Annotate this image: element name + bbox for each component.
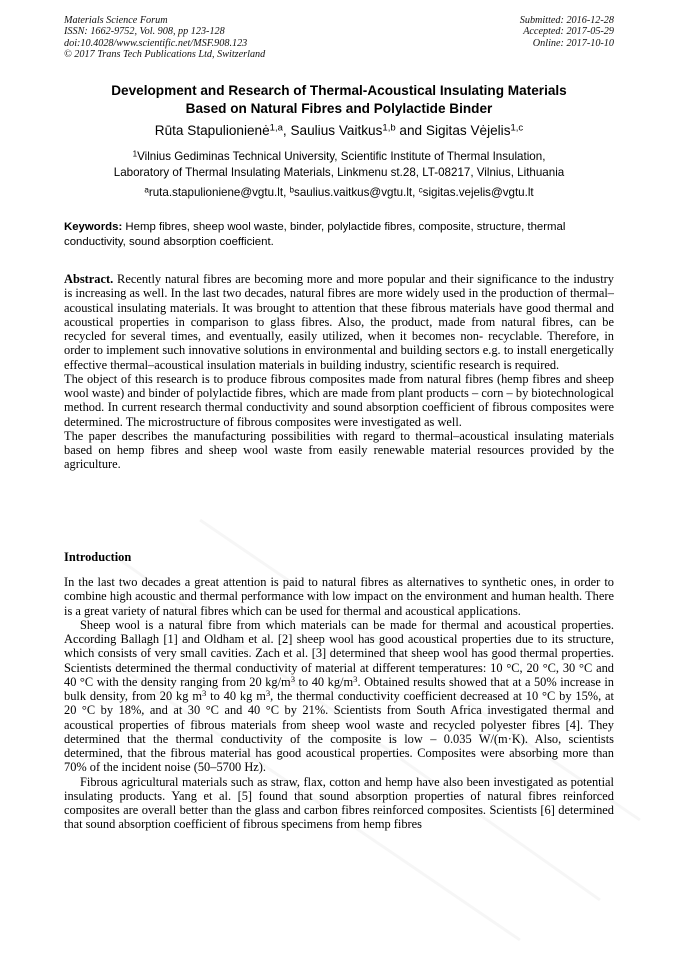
journal-name: Materials Science Forum [64, 15, 168, 26]
title-line-2: Based on Natural Fibres and Polylactide Binder [185, 101, 493, 116]
keywords-text: Hemp fibres, sheep wool waste, binder, polylactide fibres, composite, structure, thermal conductivity, sound absorption coefficient. [64, 221, 566, 248]
keywords-label: Keywords: [64, 221, 123, 233]
accepted-date: Accepted: 2017-05-29 [523, 26, 614, 38]
doi: doi:10.4028/www.scientific.net/MSF.908.123 [64, 37, 248, 49]
abstract-label: Abstract. [64, 272, 114, 286]
email-3: sigitas.vejelis@vgtu.lt [422, 186, 534, 199]
email-1: ruta.stapulioniene@vgtu.lt, [148, 186, 290, 199]
copyright: © 2017 Trans Tech Publications Ltd, Switzerland [64, 49, 266, 61]
issn: ISSN: 1662-9752, Vol. 908, pp 123-128 [64, 26, 225, 38]
intro-paragraph: Sheep wool is a natural fibre from which materials can be made for thermal and acoustical properties. According Ballagh [1] and Oldham et al. [2] sheep wool has good acoustical properties due to its structure, which consists of very small cavities. Zach et al. [3] determined that sheep wool has good thermal properties. Scientists determined the thermal conductivity of material at different temperatures: 10 °C, 20 °C, 30 °C and 40 °C with the density ranging from 20 $kg/m^3$ to 40 $kg/m^3$. Obtained results showed that at a 50% increase in bulk density, from 20 kg $m^3$ to 40 kg $m^3$, the thermal conductivity coefficient decreased at 10 °C by 15%, at 20 °C by 18%, and at 30 °C and 40 °C by 21%. Scientists from South Africa investigated thermal and acoustical properties of fibrous materials from sheep wool waste and recycled polyester fibres [4]. They determined that the thermal conductivity of the composite is low – 0.035 W/(m·K). Also, scientists determined, that the fibrous material has good acoustical properties. Composites were absorbing more than 70% of the incident noise (50–5700 Hz). [64, 617, 614, 775]
author-3-affil: 1,c [510, 122, 524, 134]
abstract-paragraph: Abstract. Recently natural fibres are becoming more and more popular and their significance to the industry is increasing as well. In the last two decades, natural fibres are more widely used in the production of thermal–acoustical insulating materials. It was brought to attention that these fibrous materials have good thermal and acoustical properties in comparison to glass fibres. Also, the product, made from natural fibres, can be recycled for several times, and eventually, easily utilized, when it becomes non- recyclable. Therefore, in order to implement such innovative solutions in environmental and building sectors e.g. to install energetically effective thermal–acoustical insulation materials in building industry, scientific research is required. [64, 272, 614, 372]
email-marker: c [418, 185, 423, 195]
affiliation [30, 149, 648, 180]
title-line-1: Development and Research of Thermal-Acoustical Insulating Materials [111, 83, 567, 98]
intro-paragraph: In the last two decades a great attention is paid to natural fibres as alternatives to synthetic ones, in order to combine high acoustic and thermal performance with low impact on the environment and human health. There is a great variety of natural fibres which can be used for thermal and acoustical applications. [64, 575, 614, 618]
paper-title [40, 82, 638, 118]
journal-info [64, 15, 265, 61]
author-1-affil: 1,a [269, 122, 283, 134]
author-separator: , [282, 123, 291, 138]
keywords [64, 220, 614, 249]
intro-paragraph: Fibrous agricultural materials such as straw, flax, cotton and hemp have also been investigated as potential insulating products. Yang et al. [5] found that sound absorption properties of natural fibres reinforced composites are overall better than the glass and carbon fibres reinforced composites. Scientists [6] determined that sound absorption coefficient of fibrous specimens from hemp fibres [64, 774, 614, 832]
abstract-paragraph: The object of this research is to produce fibrous composites made from natural fibres (hemp fibres and sheep wool waste) and binder of polylactide fibres, which are made from plant products – corn – by biotechnological method. In current research thermal conductivity and sound absorption coefficient of fibrous composites were determined. The microstructure of fibrous composites were investigated as well. [64, 371, 614, 429]
publication-dates [520, 15, 614, 49]
affiliation-line-2: Laboratory of Thermal Insulating Materials, Linkmenu st.28, LT-08217, Vilnius, Lithuania [113, 165, 565, 179]
introduction-body [64, 575, 614, 832]
author-3: Sigitas Vėjelis [425, 123, 511, 138]
email-2: saulius.vaitkus@vgtu.lt, [294, 186, 419, 199]
section-heading: Introduction [64, 550, 132, 564]
email-marker: b [289, 185, 295, 195]
affiliation-line-1: $^1$Vilnius Gediminas Technical University, Scientific Institute of Thermal Insulation, [132, 149, 546, 163]
author-2-affil: 1,b [382, 122, 396, 134]
author-separator: and [395, 123, 426, 138]
abstract-paragraph: The paper describes the manufacturing possibilities with regard to thermal–acoustical insulating materials based on hemp fibres and sheep wool waste from easily renewable material resources provided by the agriculture. [64, 428, 614, 472]
author-1: Rūta Stapulionienė [154, 123, 270, 138]
affiliation-marker: 1 [132, 149, 138, 159]
email-marker: a [144, 185, 149, 195]
online-date: Online: 2017-10-10 [532, 37, 614, 49]
abstract [64, 272, 614, 472]
author-2: Saulius Vaitkus [290, 123, 383, 138]
submitted-date: Submitted: 2016-12-28 [519, 15, 614, 26]
author-list [30, 122, 648, 140]
author-emails [30, 185, 648, 200]
